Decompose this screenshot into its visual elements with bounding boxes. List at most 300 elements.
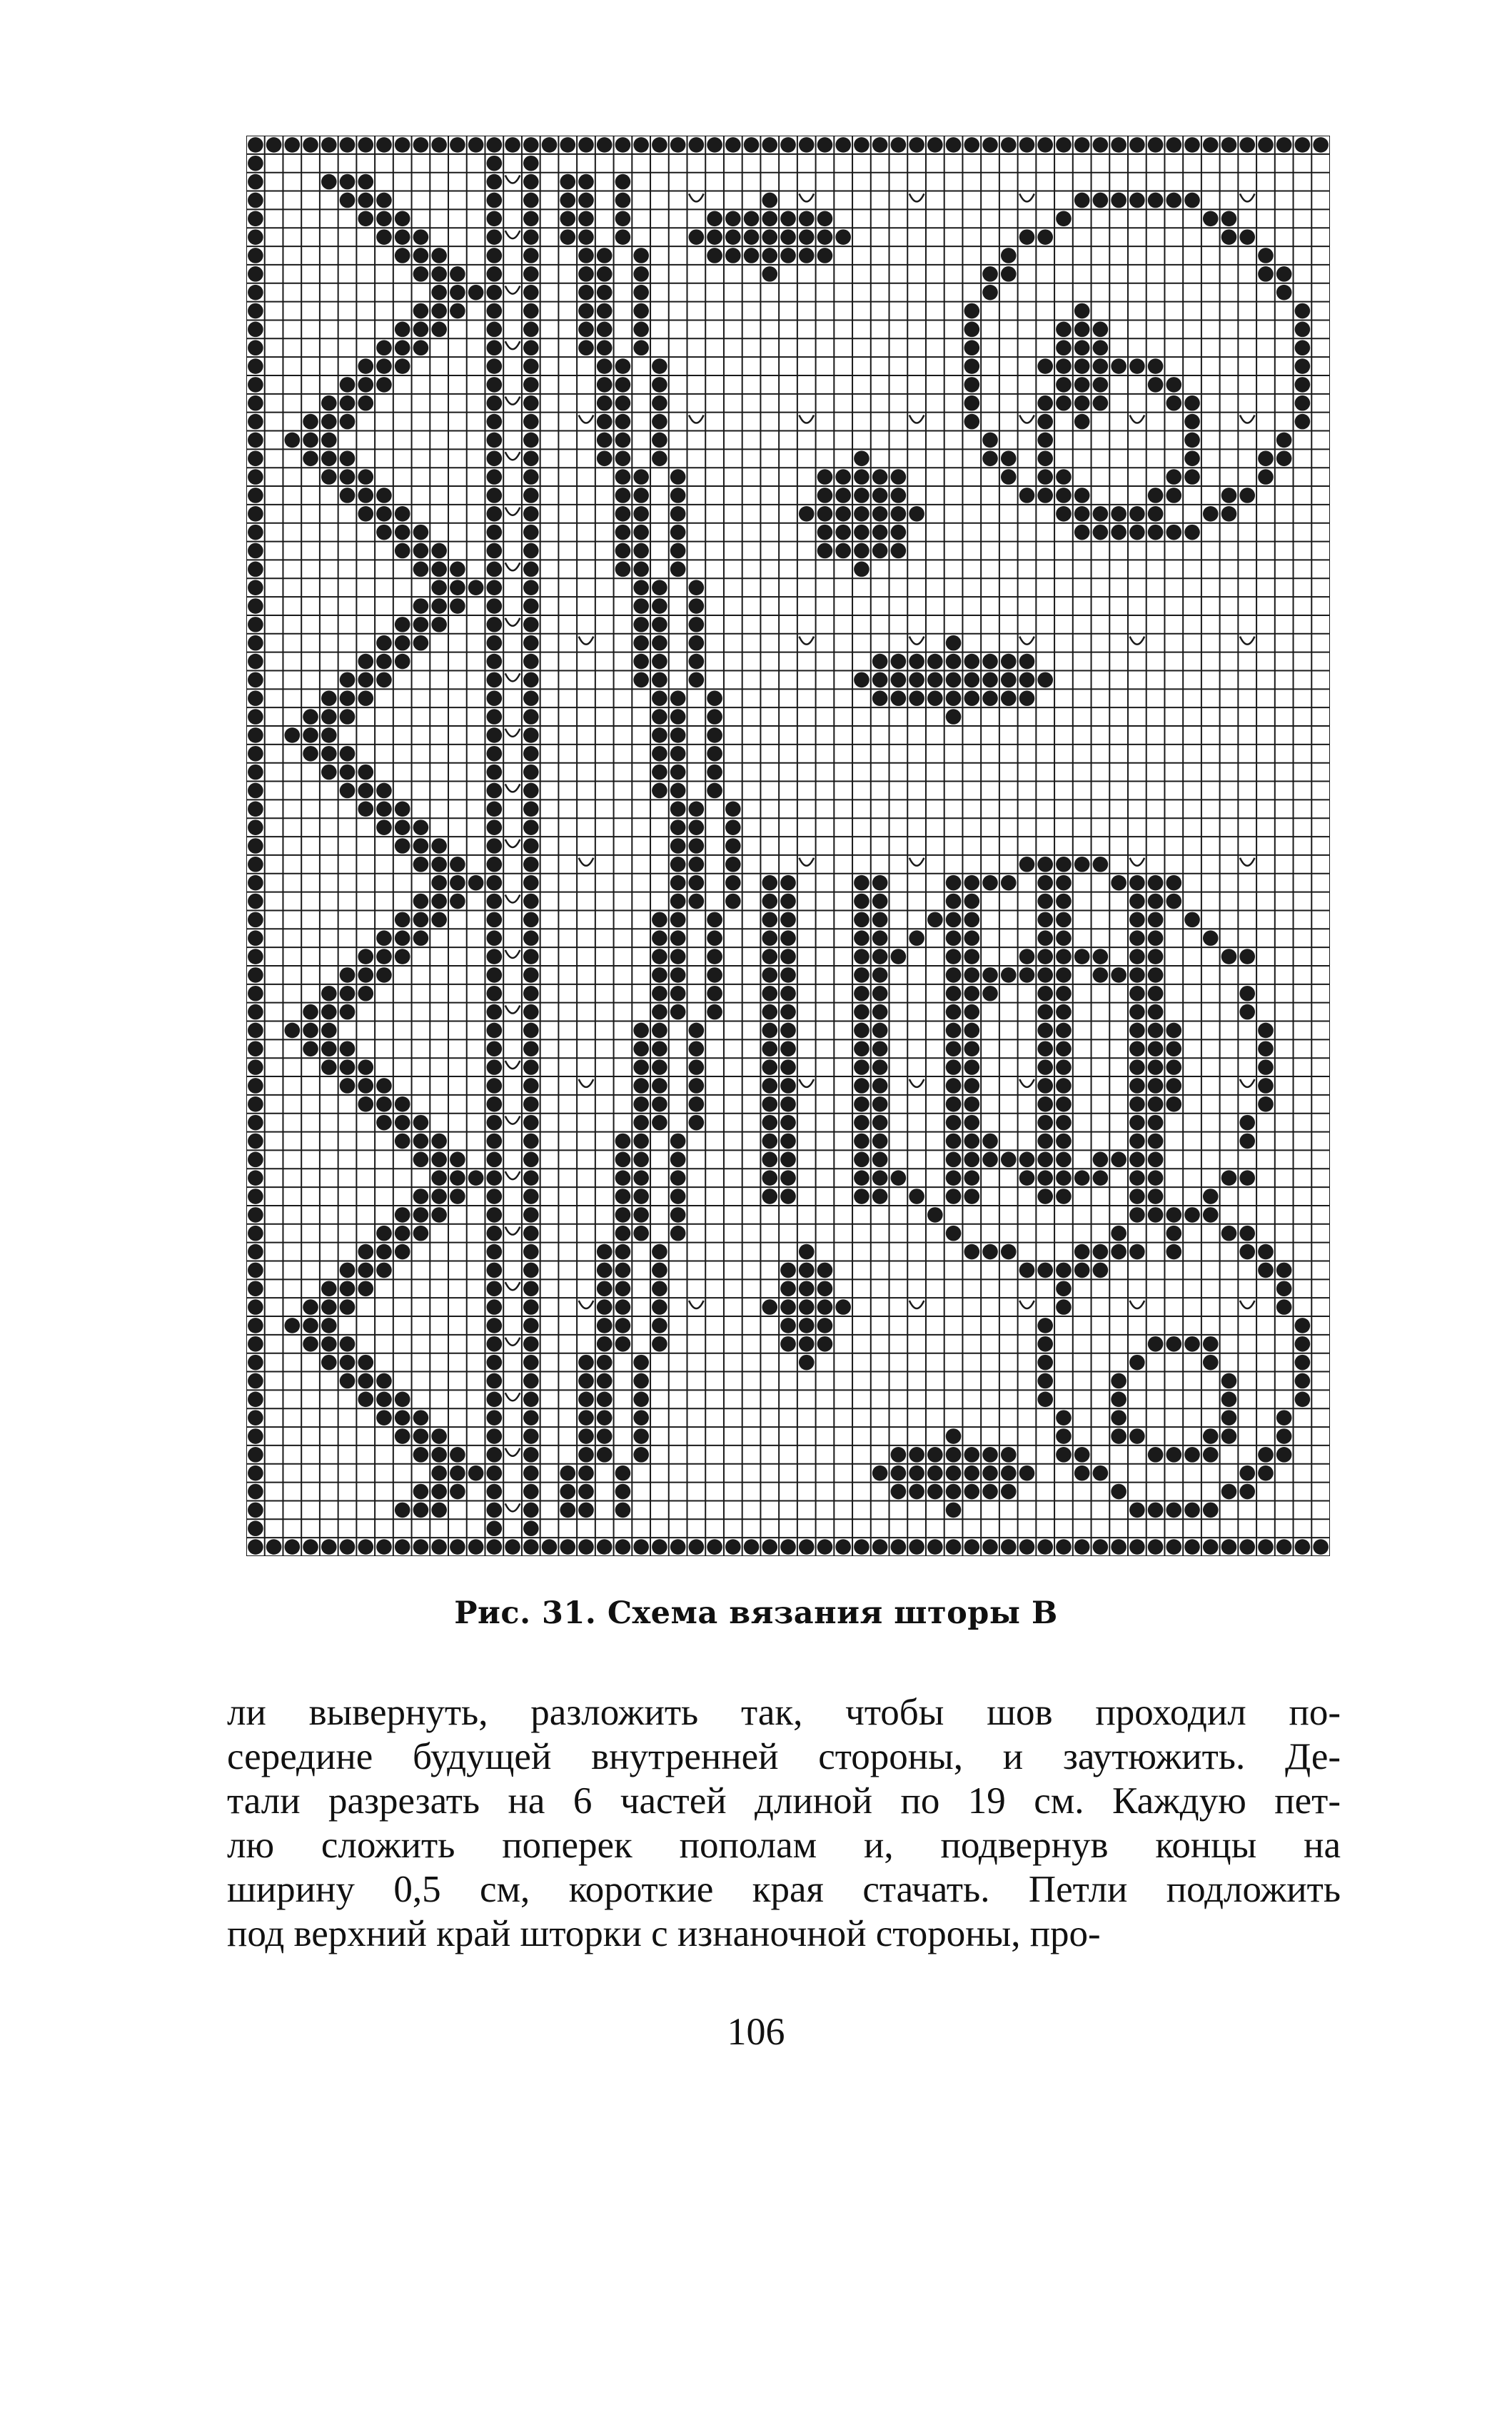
filled-cell	[854, 506, 870, 522]
filled-cell	[340, 1078, 356, 1094]
filled-cell	[817, 211, 833, 226]
filled-cell	[248, 1299, 263, 1315]
filled-cell	[487, 1392, 503, 1408]
filled-cell	[1093, 340, 1109, 355]
filled-cell	[689, 1078, 705, 1094]
filled-cell	[633, 562, 649, 577]
filled-cell	[340, 1355, 356, 1371]
filled-cell	[248, 894, 263, 909]
filled-cell	[340, 1041, 356, 1056]
filled-cell	[1019, 1152, 1035, 1168]
filled-cell	[854, 450, 870, 466]
filled-cell	[780, 248, 796, 263]
filled-cell	[964, 654, 979, 670]
arch-cell	[909, 637, 924, 645]
filled-cell	[523, 1189, 539, 1204]
filled-cell	[487, 598, 503, 614]
filled-cell	[1166, 894, 1181, 909]
filled-cell	[248, 1520, 263, 1536]
filled-cell	[450, 562, 465, 577]
filled-cell	[450, 857, 465, 872]
filled-cell	[1129, 1428, 1145, 1444]
filled-cell	[1239, 1115, 1255, 1131]
filled-cell	[799, 248, 815, 263]
filled-cell	[487, 635, 503, 651]
filled-cell	[487, 543, 503, 559]
filled-cell	[487, 986, 503, 1001]
filled-cell	[376, 930, 392, 946]
filled-cell	[597, 433, 613, 448]
filled-cell	[523, 1170, 539, 1186]
arch-cell	[505, 1116, 520, 1124]
filled-cell	[964, 1134, 979, 1149]
filled-cell	[615, 174, 631, 190]
filled-cell	[1093, 1465, 1109, 1481]
filled-cell	[1221, 211, 1237, 226]
filled-cell	[1184, 1503, 1200, 1518]
filled-cell	[487, 838, 503, 854]
filled-cell	[523, 414, 539, 430]
filled-cell	[523, 1318, 539, 1333]
filled-cell	[762, 1096, 777, 1112]
filled-cell	[652, 1336, 667, 1352]
filled-cell	[1056, 912, 1072, 928]
filled-cell	[597, 414, 613, 430]
filled-cell	[523, 1244, 539, 1260]
filled-cell	[817, 137, 833, 153]
filled-cell	[597, 395, 613, 411]
filled-cell	[946, 1134, 962, 1149]
filled-cell	[762, 248, 777, 263]
filled-cell	[248, 174, 263, 190]
filled-cell	[487, 949, 503, 964]
filled-cell	[707, 930, 722, 946]
filled-cell	[248, 1152, 263, 1168]
filled-cell	[725, 894, 741, 909]
filled-cell	[964, 1539, 979, 1555]
filled-cell	[303, 727, 318, 743]
filled-cell	[376, 1263, 392, 1278]
filled-cell	[762, 193, 777, 208]
filled-cell	[578, 1392, 594, 1408]
filled-cell	[321, 746, 337, 762]
filled-cell	[854, 1041, 870, 1056]
filled-cell	[487, 672, 503, 688]
filled-cell	[1111, 1484, 1127, 1500]
filled-cell	[835, 469, 851, 485]
filled-cell	[633, 1428, 649, 1444]
filled-cell	[321, 1281, 337, 1296]
filled-cell	[1221, 506, 1237, 522]
filled-cell	[1037, 1336, 1053, 1352]
filled-cell	[450, 598, 465, 614]
filled-cell	[1148, 1115, 1164, 1131]
filled-cell	[1019, 1465, 1035, 1481]
text-line: под верхний край шторки с изнаночной стороны, про-	[227, 1913, 1101, 1954]
page-number: 106	[727, 2010, 785, 2053]
filled-cell	[1221, 137, 1237, 153]
filled-cell	[487, 1520, 503, 1536]
filled-cell	[578, 340, 594, 355]
filled-cell	[248, 967, 263, 983]
arch-cell	[799, 637, 814, 645]
filled-cell	[1203, 930, 1219, 946]
filled-cell	[248, 635, 263, 651]
filled-cell	[946, 1484, 962, 1500]
filled-cell	[964, 1041, 979, 1056]
arch-cell	[505, 894, 520, 902]
filled-cell	[909, 137, 924, 153]
filled-cell	[854, 1004, 870, 1020]
filled-cell	[248, 1170, 263, 1186]
filled-cell	[1221, 1392, 1237, 1408]
filled-cell	[597, 1281, 613, 1296]
filled-cell	[1148, 1152, 1164, 1168]
filled-cell	[487, 727, 503, 743]
filled-cell	[633, 1115, 649, 1131]
filled-cell	[487, 1281, 503, 1296]
filled-cell	[1166, 137, 1181, 153]
filled-cell	[872, 986, 888, 1001]
filled-cell	[1037, 395, 1053, 411]
filled-cell	[689, 857, 705, 872]
filled-cell	[358, 395, 373, 411]
filled-cell	[872, 930, 888, 946]
filled-cell	[670, 1152, 686, 1168]
filled-cell	[835, 543, 851, 559]
filled-cell	[1221, 1373, 1237, 1389]
filled-cell	[523, 635, 539, 651]
filled-cell	[615, 395, 631, 411]
filled-cell	[450, 1170, 465, 1186]
filled-cell	[487, 322, 503, 338]
filled-cell	[431, 266, 447, 282]
filled-cell	[633, 580, 649, 595]
filled-cell	[1166, 1539, 1181, 1555]
filled-cell	[762, 1041, 777, 1056]
filled-cell	[964, 986, 979, 1001]
filled-cell	[523, 765, 539, 780]
arch-cell	[579, 858, 594, 866]
filled-cell	[1056, 377, 1072, 393]
filled-cell	[652, 1299, 667, 1315]
arch-cell	[1130, 637, 1145, 645]
filled-cell	[340, 414, 356, 430]
filled-cell	[523, 727, 539, 743]
filled-cell	[982, 672, 998, 688]
filled-cell	[578, 1465, 594, 1481]
filled-cell	[707, 727, 722, 743]
filled-cell	[285, 433, 301, 448]
filled-cell	[248, 819, 263, 835]
filled-cell	[248, 525, 263, 540]
filled-cell	[431, 1134, 447, 1149]
filled-cell	[487, 1465, 503, 1481]
filled-cell	[1056, 1170, 1072, 1186]
filled-cell	[248, 1096, 263, 1112]
filled-cell	[248, 488, 263, 503]
filled-cell	[321, 1355, 337, 1371]
filled-cell	[1056, 488, 1072, 503]
filled-cell	[633, 1134, 649, 1149]
filled-cell	[376, 137, 392, 153]
filled-cell	[1129, 1115, 1145, 1131]
filled-cell	[1258, 1041, 1274, 1056]
arch-cell	[689, 415, 704, 423]
filled-cell	[946, 690, 962, 706]
filled-cell	[340, 1004, 356, 1020]
filled-cell	[597, 266, 613, 282]
filled-cell	[523, 285, 539, 301]
filled-cell	[615, 1539, 631, 1555]
filled-cell	[780, 1299, 796, 1315]
filled-cell	[431, 1539, 447, 1555]
filled-cell	[1166, 525, 1181, 540]
filled-cell	[523, 1392, 539, 1408]
filled-cell	[597, 248, 613, 263]
filled-cell	[487, 488, 503, 503]
filled-cell	[964, 1023, 979, 1039]
filled-cell	[413, 930, 429, 946]
filled-cell	[358, 1263, 373, 1278]
filled-cell	[597, 1355, 613, 1371]
filled-cell	[652, 690, 667, 706]
arch-cell	[505, 452, 520, 460]
filled-cell	[340, 1263, 356, 1278]
filled-cell	[597, 358, 613, 374]
filled-cell	[689, 635, 705, 651]
filled-cell	[303, 137, 318, 153]
filled-cell	[872, 894, 888, 909]
filled-cell	[615, 211, 631, 226]
filled-cell	[1148, 930, 1164, 946]
filled-cell	[395, 802, 410, 817]
filled-cell	[487, 1170, 503, 1186]
filled-cell	[891, 690, 907, 706]
filled-cell	[523, 986, 539, 1001]
filled-cell	[248, 1134, 263, 1149]
filled-cell	[1148, 488, 1164, 503]
filled-cell	[964, 340, 979, 355]
filled-cell	[450, 1465, 465, 1481]
filled-cell	[560, 229, 575, 245]
filled-cell	[523, 377, 539, 393]
filled-cell	[946, 1041, 962, 1056]
filled-cell	[395, 635, 410, 651]
filled-cell	[523, 949, 539, 964]
filled-cell	[762, 1004, 777, 1020]
filled-cell	[358, 1281, 373, 1296]
filled-cell	[615, 525, 631, 540]
filled-cell	[1129, 1207, 1145, 1223]
filled-cell	[523, 174, 539, 190]
filled-cell	[689, 894, 705, 909]
filled-cell	[891, 949, 907, 964]
filled-cell	[1037, 672, 1053, 688]
filled-cell	[652, 1318, 667, 1333]
filled-cell	[1093, 506, 1109, 522]
filled-cell	[1056, 395, 1072, 411]
filled-cell	[1093, 395, 1109, 411]
filled-cell	[707, 967, 722, 983]
filled-cell	[1258, 450, 1274, 466]
filled-cell	[652, 395, 667, 411]
filled-cell	[487, 414, 503, 430]
filled-cell	[1037, 1134, 1053, 1149]
filled-cell	[799, 1336, 815, 1352]
filled-cell	[395, 1539, 410, 1555]
filled-cell	[248, 1059, 263, 1075]
filled-cell	[633, 635, 649, 651]
filled-cell	[1019, 857, 1035, 872]
arch-cell	[1019, 637, 1034, 645]
filled-cell	[707, 746, 722, 762]
filled-cell	[321, 1023, 337, 1039]
filled-cell	[1184, 912, 1200, 928]
filled-cell	[523, 1336, 539, 1352]
filled-cell	[1166, 1226, 1181, 1241]
filled-cell	[1129, 967, 1145, 983]
filled-cell	[799, 137, 815, 153]
filled-cell	[1111, 1392, 1127, 1408]
filled-cell	[1129, 193, 1145, 208]
filled-cell	[487, 1336, 503, 1352]
filled-cell	[707, 690, 722, 706]
filled-cell	[872, 525, 888, 540]
filled-cell	[1129, 949, 1145, 964]
filled-cell	[891, 1539, 907, 1555]
crochet-chart-grid	[246, 136, 1330, 1556]
filled-cell	[340, 783, 356, 799]
filled-cell	[248, 654, 263, 670]
filled-cell	[523, 672, 539, 688]
filled-cell	[487, 1318, 503, 1333]
filled-cell	[780, 1096, 796, 1112]
filled-cell	[872, 1041, 888, 1056]
filled-cell	[633, 1041, 649, 1056]
filled-cell	[762, 1189, 777, 1204]
filled-cell	[762, 967, 777, 983]
filled-cell	[652, 1539, 667, 1555]
filled-cell	[615, 506, 631, 522]
filled-cell	[670, 802, 686, 817]
filled-cell	[964, 1189, 979, 1204]
filled-cell	[523, 137, 539, 153]
filled-cell	[523, 1023, 539, 1039]
filled-cell	[615, 1336, 631, 1352]
filled-cell	[395, 1134, 410, 1149]
filled-cell	[633, 266, 649, 282]
filled-cell	[725, 838, 741, 854]
filled-cell	[725, 819, 741, 835]
arch-cell	[909, 1301, 924, 1308]
filled-cell	[633, 1170, 649, 1186]
filled-cell	[1184, 395, 1200, 411]
filled-cell	[872, 1078, 888, 1094]
filled-cell	[431, 875, 447, 891]
filled-cell	[1093, 322, 1109, 338]
filled-cell	[689, 1115, 705, 1131]
filled-cell	[872, 1059, 888, 1075]
filled-cell	[1019, 229, 1035, 245]
filled-cell	[872, 488, 888, 503]
filled-cell	[725, 248, 741, 263]
filled-cell	[321, 1041, 337, 1056]
filled-cell	[707, 1004, 722, 1020]
filled-cell	[909, 930, 924, 946]
filled-cell	[431, 580, 447, 595]
filled-cell	[615, 450, 631, 466]
filled-cell	[946, 1023, 962, 1039]
filled-cell	[1019, 488, 1035, 503]
filled-cell	[1148, 949, 1164, 964]
filled-cell	[1111, 525, 1127, 540]
filled-cell	[946, 912, 962, 928]
filled-cell	[413, 229, 429, 245]
filled-cell	[725, 802, 741, 817]
filled-cell	[431, 1484, 447, 1500]
arch-cell	[909, 193, 924, 201]
filled-cell	[780, 1539, 796, 1555]
filled-cell	[615, 488, 631, 503]
filled-cell	[744, 1539, 760, 1555]
filled-cell	[487, 229, 503, 245]
filled-cell	[1148, 193, 1164, 208]
filled-cell	[1074, 340, 1090, 355]
filled-cell	[523, 266, 539, 282]
filled-cell	[358, 1244, 373, 1260]
filled-cell	[1056, 1539, 1072, 1555]
filled-cell	[854, 1023, 870, 1039]
filled-cell	[872, 1023, 888, 1039]
filled-cell	[523, 1004, 539, 1020]
filled-cell	[1074, 303, 1090, 319]
filled-cell	[340, 174, 356, 190]
filled-cell	[1276, 266, 1292, 282]
filled-cell	[395, 525, 410, 540]
filled-cell	[982, 1465, 998, 1481]
filled-cell	[633, 672, 649, 688]
filled-cell	[431, 1189, 447, 1204]
filled-cell	[891, 1170, 907, 1186]
filled-cell	[633, 285, 649, 301]
filled-cell	[891, 672, 907, 688]
filled-cell	[340, 709, 356, 725]
filled-cell	[321, 1318, 337, 1333]
filled-cell	[854, 986, 870, 1001]
filled-cell	[652, 654, 667, 670]
filled-cell	[964, 894, 979, 909]
filled-cell	[817, 229, 833, 245]
filled-cell	[248, 469, 263, 485]
filled-cell	[891, 137, 907, 153]
filled-cell	[1239, 1484, 1255, 1500]
filled-cell	[395, 654, 410, 670]
filled-cell	[487, 211, 503, 226]
filled-cell	[468, 875, 484, 891]
arch-cell	[1019, 1301, 1034, 1308]
filled-cell	[670, 690, 686, 706]
filled-cell	[1295, 1392, 1311, 1408]
filled-cell	[1001, 248, 1017, 263]
filled-cell	[487, 1355, 503, 1371]
arch-cell	[505, 1282, 520, 1290]
filled-cell	[450, 285, 465, 301]
filled-cell	[1184, 137, 1200, 153]
filled-cell	[1221, 1170, 1237, 1186]
filled-cell	[1148, 1189, 1164, 1204]
filled-cell	[1056, 469, 1072, 485]
